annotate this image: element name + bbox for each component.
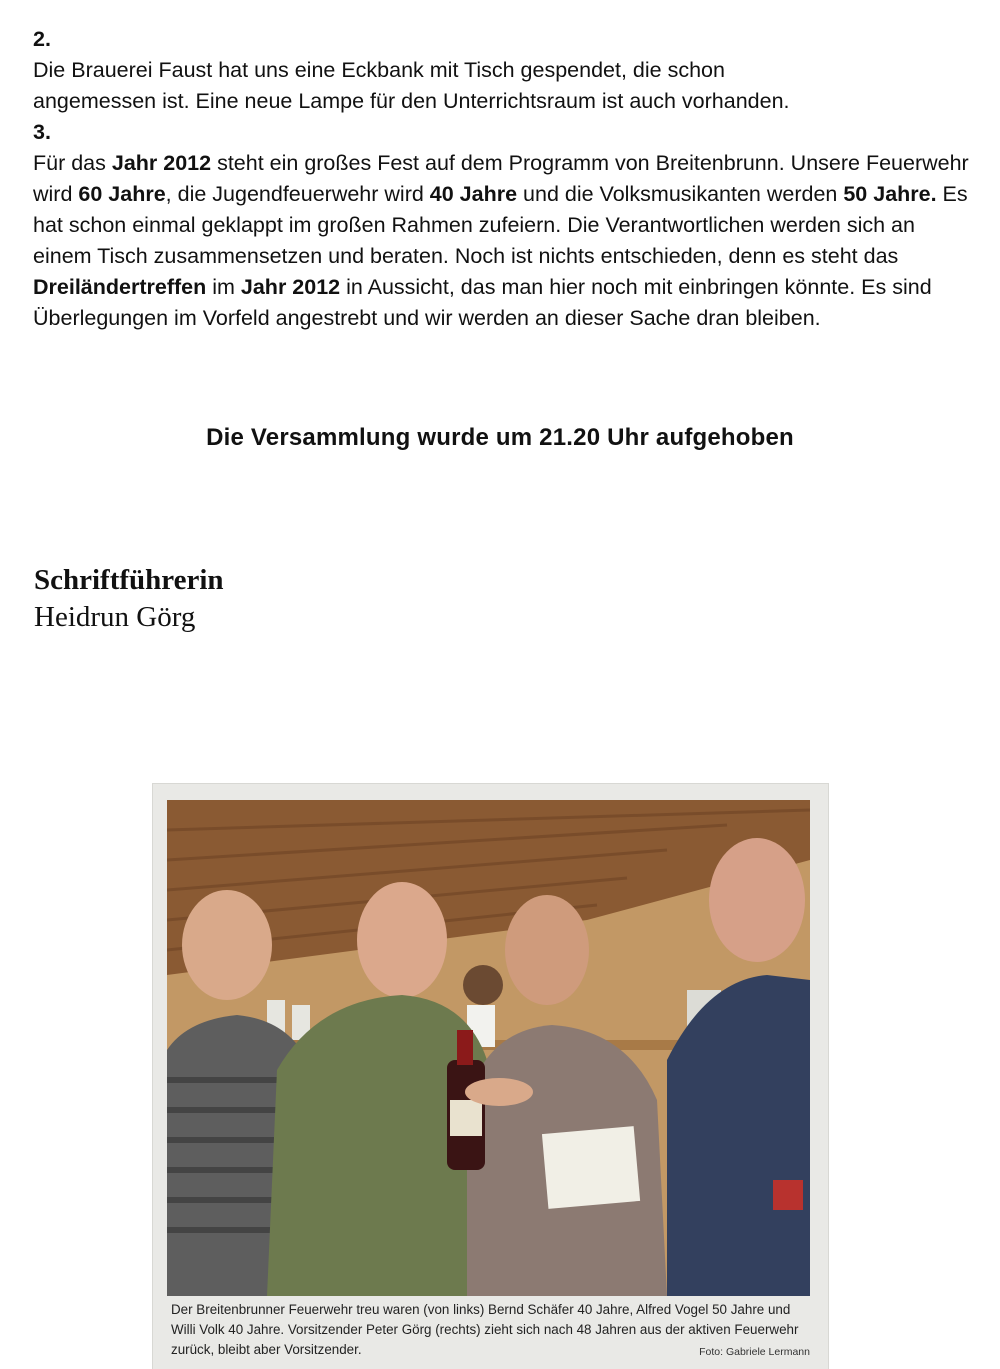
newspaper-clipping [153, 784, 828, 1369]
text: Es hat schon einmal geklappt im großen Rahmen zufeiern. Die Verantwortlichen werden sich an einem Tisch zusammensetzen und beraten. Noch ist nichts entschieden, denn es steht das [33, 182, 968, 268]
text: Für das [33, 151, 112, 175]
agenda-item-2 [33, 24, 978, 117]
emphasis: Dreiländertreffen [33, 275, 207, 299]
closing-statement: Die Versammlung wurde um 21.20 Uhr aufgehoben [206, 424, 794, 451]
photo-caption: Der Breitenbrunner Feuerwehr treu waren (von links) Bernd Schäfer 40 Jahre, Alfred Vogel 50 Jahre und Willi Volk 40 Jahre. Vorsitzender Peter Görg (rechts) zieht sich nach 48 Jahren aus der aktiven Feuerwehr zurück, bleibt aber Vorsitzender. [171, 1302, 799, 1357]
text: steht ein großes Fest auf dem Programm von Breitenbrunn. Unsere Feuerwehr wird [33, 151, 969, 206]
emphasis: 40 Jahre [429, 182, 518, 206]
photo-credit: Foto: Gabriele Lermann [699, 1346, 810, 1358]
emphasis: 60 Jahre [78, 182, 166, 206]
emphasis: 50 Jahre. [843, 182, 937, 206]
signature-name: Heidrun Görg [34, 601, 196, 633]
text: in Aussicht, das man hier noch mit einbringen könnte. Es sind Überlegungen im Vorfeld angestrebt und wir werden an dieser Sache dran bleiben. [33, 275, 932, 330]
signature-block [34, 562, 224, 636]
item-number: 3. [33, 120, 51, 144]
signature-role: Schriftführerin [34, 564, 224, 596]
photo-illustration [167, 800, 810, 1296]
emphasis: Jahr 2012 [240, 275, 341, 299]
agenda-item-3 [33, 117, 978, 334]
press-photo [167, 800, 810, 1296]
item-2-line-1: Die Brauerei Faust hat uns eine Eckbank mit Tisch gespendet, die schon [33, 58, 725, 82]
emphasis: Jahr 2012 [111, 151, 212, 175]
item-3-paragraph [33, 148, 978, 334]
text: , die Jugendfeuerwehr wird [165, 182, 430, 206]
item-2-line-2: angemessen ist. Eine neue Lampe für den Unterrichtsraum ist auch vorhanden. [33, 89, 790, 113]
item-number: 2. [33, 27, 51, 51]
text: und die Volksmusikanten werden [517, 182, 844, 206]
text: im [206, 275, 241, 299]
